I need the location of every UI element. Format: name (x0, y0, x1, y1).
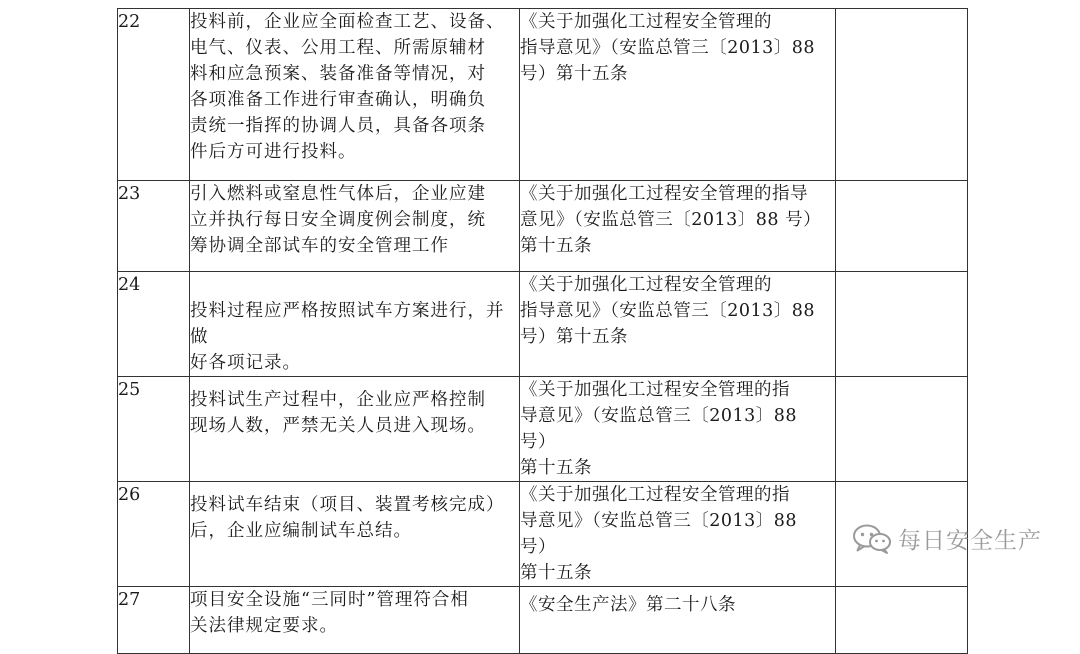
remarks-cell (836, 587, 968, 654)
wechat-watermark (852, 522, 1042, 555)
requirement-text: 投料试车结束（项目、装置考核完成） 后，企业应编制试车总结。 (190, 495, 505, 541)
remarks-cell (836, 272, 968, 377)
item-number: 27 (118, 587, 190, 654)
legal-basis-text: 《关于加强化工过程安全管理的指导 意见》（安监总管三〔2013〕88 号） 第十五条 (520, 184, 822, 256)
table-row (118, 587, 968, 654)
table-row (118, 9, 968, 181)
requirement-text: 项目安全设施“三同时”管理符合相 关法律规定要求。 (190, 590, 469, 636)
table-row (118, 272, 968, 377)
table-row (118, 377, 968, 482)
requirement-text: 投料试生产过程中，企业应严格控制 现场人数，严禁无关人员进入现场。 (190, 390, 486, 436)
legal-basis-text: 《关于加强化工过程安全管理的指 导意见》（安监总管三〔2013〕88 号） 第十五条 (520, 380, 798, 478)
remarks-cell (836, 377, 968, 482)
item-number: 24 (118, 272, 190, 377)
table-row (118, 482, 968, 587)
item-number: 25 (118, 377, 190, 482)
requirement-text: 投料前，企业应全面检查工艺、设备、 电气、仪表、公用工程、所需原辅材 料和应急预案、装备准备等情况，对 各项准备工作进行审查确认，明确负 责统一指挥的协调人员，具备各项条 件后方可进行投料。 (190, 12, 505, 162)
regulation-table (117, 8, 968, 654)
watermark-text: 每日安全生产 (898, 528, 1042, 554)
remarks-cell (836, 9, 968, 181)
legal-basis-text: 《关于加强化工过程安全管理的指 导意见》（安监总管三〔2013〕88 号） 第十五条 (520, 485, 798, 583)
table-row (118, 181, 968, 272)
item-number: 23 (118, 181, 190, 272)
legal-basis-text: 《关于加强化工过程安全管理的 指导意见》（安监总管三〔2013〕88 号）第十五条 (520, 275, 816, 347)
legal-basis-text: 《关于加强化工过程安全管理的 指导意见》（安监总管三〔2013〕88 号）第十五条 (520, 12, 816, 84)
requirement-text: 引入燃料或窒息性气体后，企业应建 立并执行每日安全调度例会制度，统 筹协调全部试车的安全管理工作 (190, 184, 486, 256)
item-number: 22 (118, 9, 190, 181)
item-number: 26 (118, 482, 190, 587)
remarks-cell (836, 181, 968, 272)
requirement-text: 投料过程应严格按照试车方案进行，并做 好各项记录。 (190, 301, 505, 373)
wechat-icon (852, 523, 892, 555)
legal-basis-text: 《安全生产法》第二十八条 (520, 595, 736, 615)
